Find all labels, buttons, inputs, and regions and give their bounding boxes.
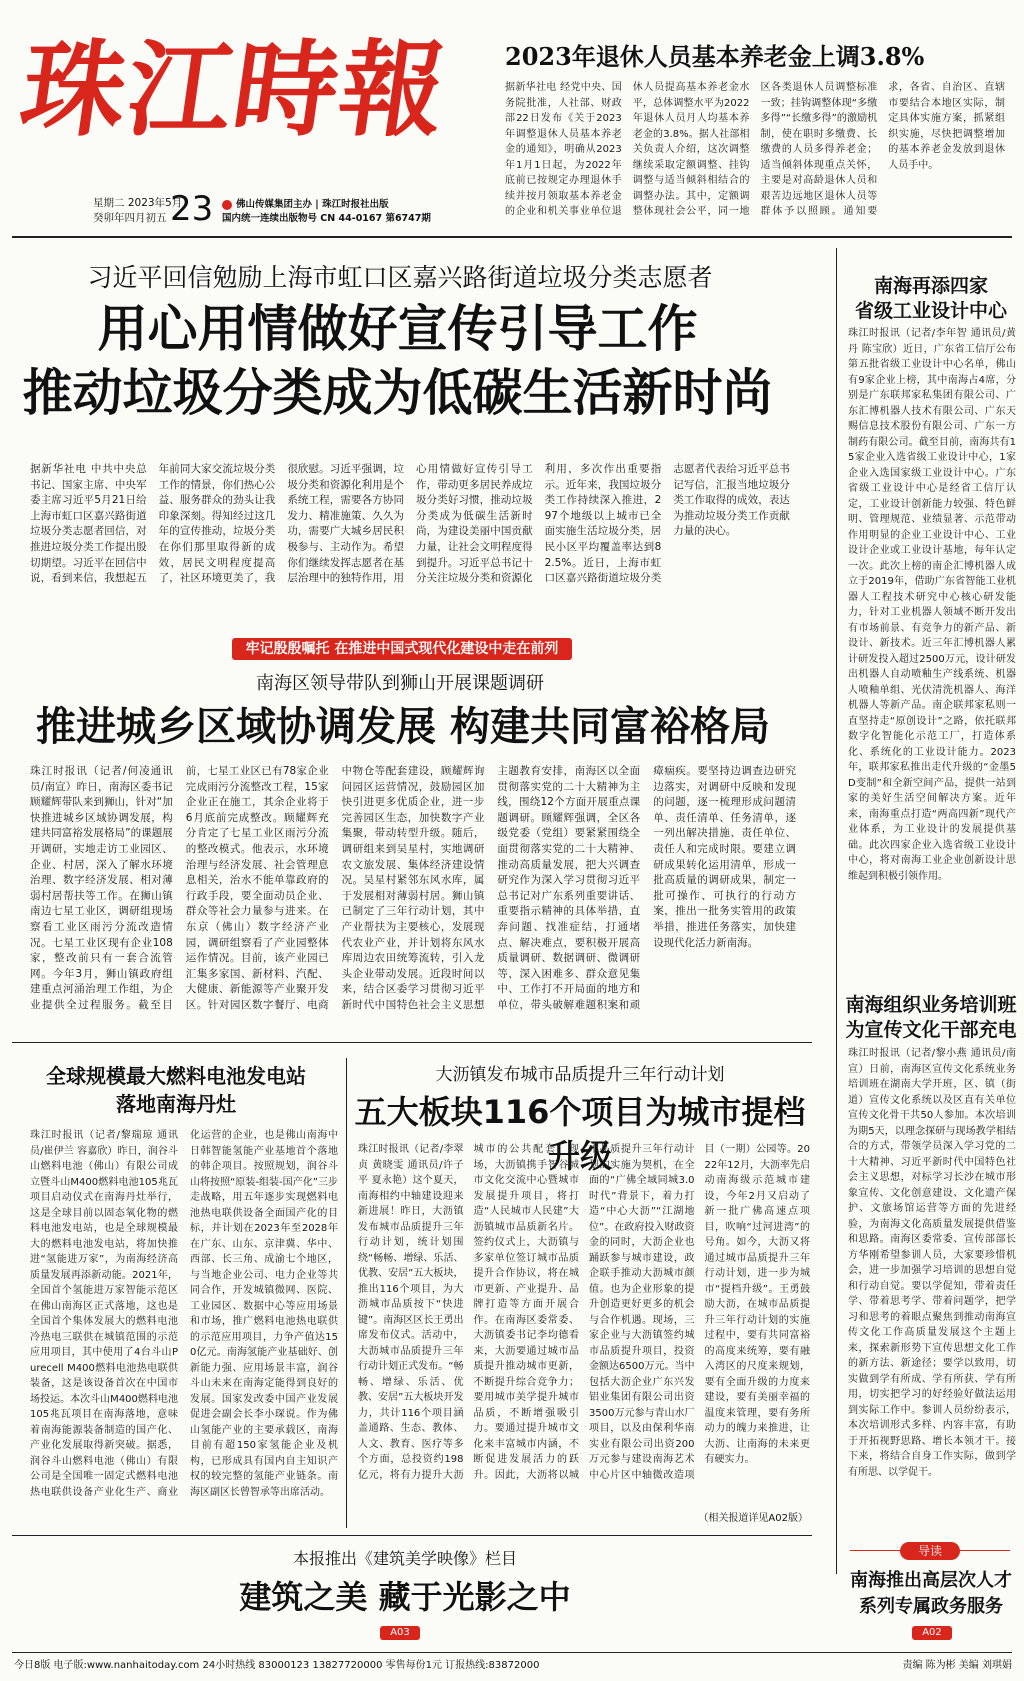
- lead-headline-line2: 推动垃圾分类成为低碳生活新时尚: [22, 364, 773, 422]
- second-kicker: 南海区领导带队到狮山开展课题调研: [256, 673, 544, 694]
- guide-label: 导读: [900, 1542, 960, 1560]
- day-number: 23: [170, 189, 214, 229]
- mid-divider: [12, 1042, 812, 1043]
- bottom-right-page-tag[interactable]: A02: [912, 1626, 952, 1640]
- bottom-divider: [12, 1535, 812, 1536]
- second-body: 珠江时报讯（记者/何凌通讯员/南宣）昨日，南海区委书记顾耀辉带队来到狮山，针对“加快推进城乡区域协调发展，构建共同富裕发展格局”的课题展开调研，实地走访工业园区、企业、村居，深入了解水环境治理、数字经济发展、相对薄弱村居帮扶等工作。在狮山镇南边七星工业区，调研组现场察看工业区雨污分流改造情况。七星工业区现有企业108家，整改前只有一套合流管网。今年3月，狮山镇政府组建重点河涌治理工作组，为企业提供全过程服务。截至目前，七星工业区已有78家企业完成雨污分流整改工程，15家企业正在施工，其余企业将于6月底前完成整改。顾耀辉充分肯定了七星工业区雨污分流的整改模式。他表示，水环境治理与经济发展、社会管理息息相关，治水不能单靠政府的行政手段，要全面动员企业、群众等社会力量参与进来。在东京（佛山）数字经济产业园，调研组察看了产业园整体运作情况。目前，该产业园已汇集多家国、新材料、汽配、大健康、新能源等产业聚开发区。针对园区数字餐厅、电商中物仓等配套建设，顾耀辉询问园区运营情况，鼓励园区加快引进更多优质企业，进一步完善园区生态，加快数字产业集聚，带动转型升级。随后，调研组来到吴星村，实地调研农文旅发展、集体经济建设情况。吴星村紧邻东风水库，属于发展相对薄弱村居。狮山镇已制定了三年行动计划，其中产业帮扶为主要核心，发展现代农业产业，并计划将东风水库周边农田统筹流转，引入龙头企业带动发展。近段时间以来，结合区委学习贯彻习近平新时代中国特色社会主义思想主题教育安排，南海区以全面贯彻落实党的二十大精神为主线，围绕12个方面开展重点课题调研。顾耀辉强调，全区各级党委（党组）要紧紧围绕全面贯彻落实党的二十大精神、推动高质量发展，把大兴调查研究作为深入学习贯彻习近平总书记对广东系列重要讲话、重要指示精神的具体举措，直奔问题、找准症结，打通堵点、解决难点，要积极开展高质量调研、数据调研、微调研等，深入困难多、群众意见集中、工作打不开局面的地方和单位，带头破解难题积案和顽瘴痼疾。要坚持边调查边研究边落实，对调研中反映和发现的问题，逐一梳理形成问题清单、责任清单、任务清单，逐一列出解决措施、责任单位、责任人和完成时限。要建立调研成果转化运用清单，形成一批高质量的调研成果，制定一批可操作、可执行的行动方案，推出一批务实管用的政策举措，推进任务落实，加快建设现代化活力新南海。: [30, 765, 796, 1011]
- bottom-right-headline: 南海推出高层次人才 系列专属政务服务: [850, 1570, 1012, 1617]
- weekday-date: 星期二 2023年5月: [93, 197, 183, 209]
- footer-rule: [12, 1652, 1012, 1653]
- media-logo-icon: [222, 200, 232, 210]
- masthead-divider: [12, 236, 1012, 238]
- right-story2-body: 珠江时报讯（记者/黎小燕 通讯员/南宣）日前，南海区宣传文化系统业务培训班在湖南大学开班，区、镇（街道）宣传文化系统以及区直有关单位宣传文化骨干共50人参加。本次培训为期5天，以理念探研与现场教学相结合的方式，带领学员深入学习党的二十大精神、习近平新时代中国特色社会主义思想，对标学习长沙在城市形象宣传、文化创意建设、文化遗产保护、文旅场馆运营等方面的先进经验，为南海文化高质量发展提供借鉴和思路。南海区委常委、宣传部部长方华刚希望参训人员，大家要珍惜机会，进一步加强学习培训的思想自觉和行动自觉。要以学促知，带着责任学、带着思考学、带着问题学，把学习和思考的着眼点聚焦到推动南海宣传文化工作高质量发展这个主题上来，探索新形势下宣传思想文化工作的新方法、新途径；要学以致用，切实做到学有所成、学有所获、学有所用，切实把学习的好经验好做法运用到实际工作中。参训人员纷纷表示，本次培训形式多样、内容丰富，有助于开拓视野思路、增长本领才干。接下来，将结合自身工作实际，做到学有所思、以学促干。: [848, 1048, 1016, 1478]
- city-footnote: （相关报道详见A02版）: [698, 1513, 808, 1524]
- right-col-divider: [836, 248, 837, 1574]
- top-story-headline: 2023年退休人员基本养老金上调3.8%: [505, 42, 925, 71]
- second-headline: 推进城乡区域协调发展 构建共同富裕格局: [36, 704, 770, 750]
- footer-editor: 责编 陈为彬 美编 刘琪娟: [902, 1660, 1012, 1671]
- lead-kicker: 习近平回信勉励上海市虹口区嘉兴路街道垃圾分类志愿者: [87, 263, 713, 292]
- city-kicker: 大沥镇发布城市品质提升三年行动计划: [435, 1065, 725, 1085]
- right-story1-headline: 南海再添四家 省级工业设计中心: [854, 275, 1007, 322]
- fuel-cell-headline: 全球规模最大燃料电池发电站 落地南海丹灶: [46, 1064, 306, 1116]
- section-banner: 牢记殷殷嘱托 在推进中国式现代化建设中走在前列: [232, 638, 572, 660]
- right-story2-headline: 南海组织业务培训班 为宣传文化干部充电: [845, 994, 1017, 1041]
- footer-text: 今日8版 电子版:www.nanhaitoday.com 24小时热线 83000123 13827720000 零售每份1元 订报热线:83872000: [14, 1660, 540, 1671]
- lead-body: 据新华社电 中共中央总书记、国家主席、中央军委主席习近平5月21日给上海市虹口区嘉兴路街道垃圾分类志愿者回信，对推进垃圾分类工作提出殷切期望。习近平在回信中说，看到来信，我想起五年前同大家交流垃圾分类工作的情景，你们热心公益、服务群众的劲头让我印象深刻。得知经过这几年的宣传推动，垃圾分类在你们那里取得新的成效，居民文明程度提高了，社区环境更美了，我很欣慰。习近平强调，垃圾分类和资源化利用是个系统工程，需要各方协同发力、精准施策、久久为功，需要广大城乡居民积极参与、主动作为。希望你们继续发挥志愿者在基层治理中的独特作用，用心用情做好宣传引导工作，带动更多居民养成垃圾分类好习惯，推动垃圾分类成为低碳生活新时尚，为建设美丽中国贡献力量，让社会文明程度得到提升。习近平总书记十分关注垃圾分类和资源化利用，多次作出重要指示。近年来，我国垃圾分类工作持续深入推进，297个地级以上城市已全面实施生活垃圾分类，居民小区平均覆盖率达到82.5%。近日，上海市虹口区嘉兴路街道垃圾分类志愿者代表给习近平总书记写信，汇报当地垃圾分类工作取得的成效，表达为推动垃圾分类工作贡献力量的决心。: [30, 463, 790, 585]
- sponsor-line: 佛山传媒集团主办 | 珠江时报社出版: [222, 198, 492, 212]
- city-headline: 五大板块116个项目为城市提档升级: [354, 1093, 806, 1175]
- bottom-kicker: 本报推出《建筑美学映像》栏目: [292, 1549, 517, 1568]
- cn-number: 国内统一连续出版物号 CN 44-0167 第6747期: [222, 213, 431, 224]
- masthead-sponsor-block: [222, 198, 492, 226]
- masthead-logo-text: 珠江時報: [13, 28, 455, 151]
- bottom-page-tag[interactable]: A03: [380, 1626, 420, 1640]
- fuel-city-divider: [346, 1058, 347, 1528]
- lunar-date: 癸卯年四月初五: [93, 212, 167, 224]
- right-story1-body: 珠江时报讯（记者/李年智 通讯员/黄丹 陈宝欣）近日，广东省工信厅公布第五批省级工业设计中心名单，佛山有9家企业上榜，其中南海占4席，分别是广东联邦家私集团有限公司、广东汇博机器人技术有限公司、广东天赐信息技术股份有限公司、广东一方制药有限公司。截至目前，南海共有15家企业入选省级工业设计中心，1家企业入选国家级工业设计中心。广东省级工业设计中心是经省工信厅认定，工业设计创新能力较强、特色鲜明、管理规范、业绩显著、示范带动作用明显的企业工业设计中心、工业设计企业或工业设计基地，每年认定一次。此次上榜的南企汇博机器人成立于2019年，借助广东省智能工业机器人工程技术研究中心核心研发能力，针对工业机器人领域不断开发出有市场前景、有竞争力的新产品、新设计、新技术。近三年汇博机器人累计研发投入超过2500万元，设计研发出机器人自动喷釉生产线系统、机器人喷釉单组、光伏清洗机器人、海洋机器人等新产品。南企联邦家私则一直坚持走“原创设计”之路，依托联邦数字化智能化示范工厂，打造体系化、系统化的工业设计能力。2023年，联邦家私推出走代升级的“金墨5D变制”和全新空间产品，提供一站到家的美好生活空间解决方案。近年来，南海重点打造“两高四新”现代产业体系，为工业设计的发展提供基础。此次四家企业入选省级工业设计中心，将对南海工业企业创新设计思维起到积极引领作用。: [848, 328, 1016, 882]
- city-body: 珠江时报讯（记者/李翠贞 黄晓雯 通讯员/许子平 夏永艳）这个夏天，南海相约中轴建设迎来新进展！昨日，大沥镇发布城市品质提升三年行动计划，统计划围绕“畅畅、增绿、乐活、优教、安居”五大板块，推出116个项目，为大沥城市品质按下“快进键”。南海区区长王勇出席发布仪式。活动中，大沥城市品质提升三年行动计划正式发布。“畅畅、增绿、乐活、优教、安居”五大板块开发力，共计116个项目涵盖通路、生态、教体、人文、教育、医疗等多个方面，总投资约198亿元，将有力提升大沥城市的公共配套。现场，大沥镇携手智谷城市文化交流中心暨城市发展提升项目，将打造“人民城市人民建”大沥镇城市品质新名片。签约仪式上，大沥镇与多家单位签订城市品质提升合作协议，将在城市更新、产业提升、品牌打造等方面开展合作。在南海区委常委、大沥镇委书记李均德看来，大沥要通过城市品质提升推动城市更新，不断提升综合竞争力；要用城市美学提升城市品质，不断增强吸引力。要通过提升城市文化来丰富城市内涵，不断促进发展活力的跃升。因此，大沥将以城市品质提升三年行动计划的实施为契机，在全面的“广佛全域同城3.0时代”背景下，着力打造“中心大沥”“江湖地位”。在政府投入财政资金的同时，大沥企业也踊跃参与城市建设，政企联手推动大沥城市颜值。也为企业形象的提升创造更好更多的机会与合作机遇。现场，三家企业与大沥镇签约城市品质提升项目，投资金额达6500万元。当中包括大沥企业广东兴发铝业集团有限公司出资3500万元参与青山水厂项目，以及由保利华南实业有限公司出资200万元参与建设南海艺术中心片区中轴微改造项目（一期）公园等。2022年12月，大沥率先启动南海级示范城市建设，今年2月又启动了新一批广佛高速点项目，吹响“过河进湾”的号角。如今，大沥又将通过城市品质提升三年行动计划，进一步为城市“提档升级”。王勇鼓励大沥，在城市品质提升三年行动计划的实施过程中，要有共同富裕的高度来统筹，要有融入湾区的尺度来规划，要有全面升级的力度来建设，要有美丽幸福的温度来管理，要有务所动力的魄力来推进，让大沥、让南海的未来更有硬实力。: [358, 1144, 810, 1481]
- masthead-logo: [13, 28, 462, 151]
- top-story-body: 据新华社电 经党中央、国务院批准，人社部、财政部22日发布《关于2023年调整退休人员基本养老金的通知》，明确从2023年1月1日起，为2022年底前已按规定办理退休手续并按月领取基本养老金的企业和机关事业单位退休人员提高基本养老金水平，总体调整水平为2022年退休人员月人均基本养老金的3.8%。据人社部相关负责人介绍，这次调整继续采取定额调整、挂钩调整与适当倾斜相结合的调整办法。其中，定额调整体现社会公平，同一地区各类退休人员调整标准一致；挂钩调整体现“多缴多得”“长缴多得”的激励机制，使在职时多缴费、长缴费的人员多得养老金；适当倾斜体现重点关怀，主要是对高龄退休人员和艰苦边远地区退休人员等群体予以照顾。通知要求，各省、自治区、直辖市要结合本地区实际，制定具体实施方案，抓紧组织实施，尽快把调整增加的基本养老金发放到退休人员手中。: [505, 82, 1005, 217]
- lead-headline-line1: 用心用情做好宣传引导工作: [97, 300, 698, 358]
- bottom-headline: 建筑之美 藏于光影之中: [239, 1578, 571, 1616]
- fuel-cell-body: 珠江时报讯（记者/黎瑞琼 通讯员/崔伊兰 容嘉欣）昨日，润谷斗山燃料电池（佛山）有限公司成立暨斗山M400燃料电池105兆瓦项目启动仪式在南海丹灶举行，这是全球目前以固态氧化物的燃料电池发电站，也是全球规模最大的燃料电池发电站，将加快推进“氢能进万家”，为南海经济高质量发展再添新动能。2021年，全国首个氢能进万家智能示范区在佛山南海区正式落地，这也是全国首个集体发展大的燃料电池冷热电三联供在城镇范围的示范应用项目，其中使用了4台斗山Purecell M400燃料电池热电联供装备，这是该设备首次在中国市场投运。本次斗山M400燃料电池105兆瓦项目在南海落地，意味着南海能源装备制造的国产化、产业化发展取得新突破。据悉，润谷斗山燃料电池（佛山）有限公司是全国唯一固定式燃料电池热电联供设备产业化生产、商业化运营的企业，也是佛山南海中日韩智能氢能产业基地首个落地的韩企项目。按照规划，润谷斗山将按照“原装-组装-国产化”三步走战略，用五年逐步实现燃料电池热电联供设备全面国产化的目标，并计划在2023年至2028年在广东、山东、京津冀、华中、西部、长三角、成渝七个地区，与当地企业公司、电力企业等共同合作，开发城镇微网、医院、工业园区、数据中心等应用场景和市场，推广燃料电池热电联供的示范应用项目，力争产值达150亿元。南海氢能产业基础好、创新能力强、应用场景丰富，润谷斗山未来在南海定能得到良好的发展。国家发改委中国产业发展促进会副会长李小琛说。作为佛山氢能产业的主要承载区，南海目前有超150家氢能企业及机构，已形成具有国内自主知识产权的较完整的氢能产业链条。南海区副区长曾智承等出席活动。: [30, 1130, 338, 1498]
